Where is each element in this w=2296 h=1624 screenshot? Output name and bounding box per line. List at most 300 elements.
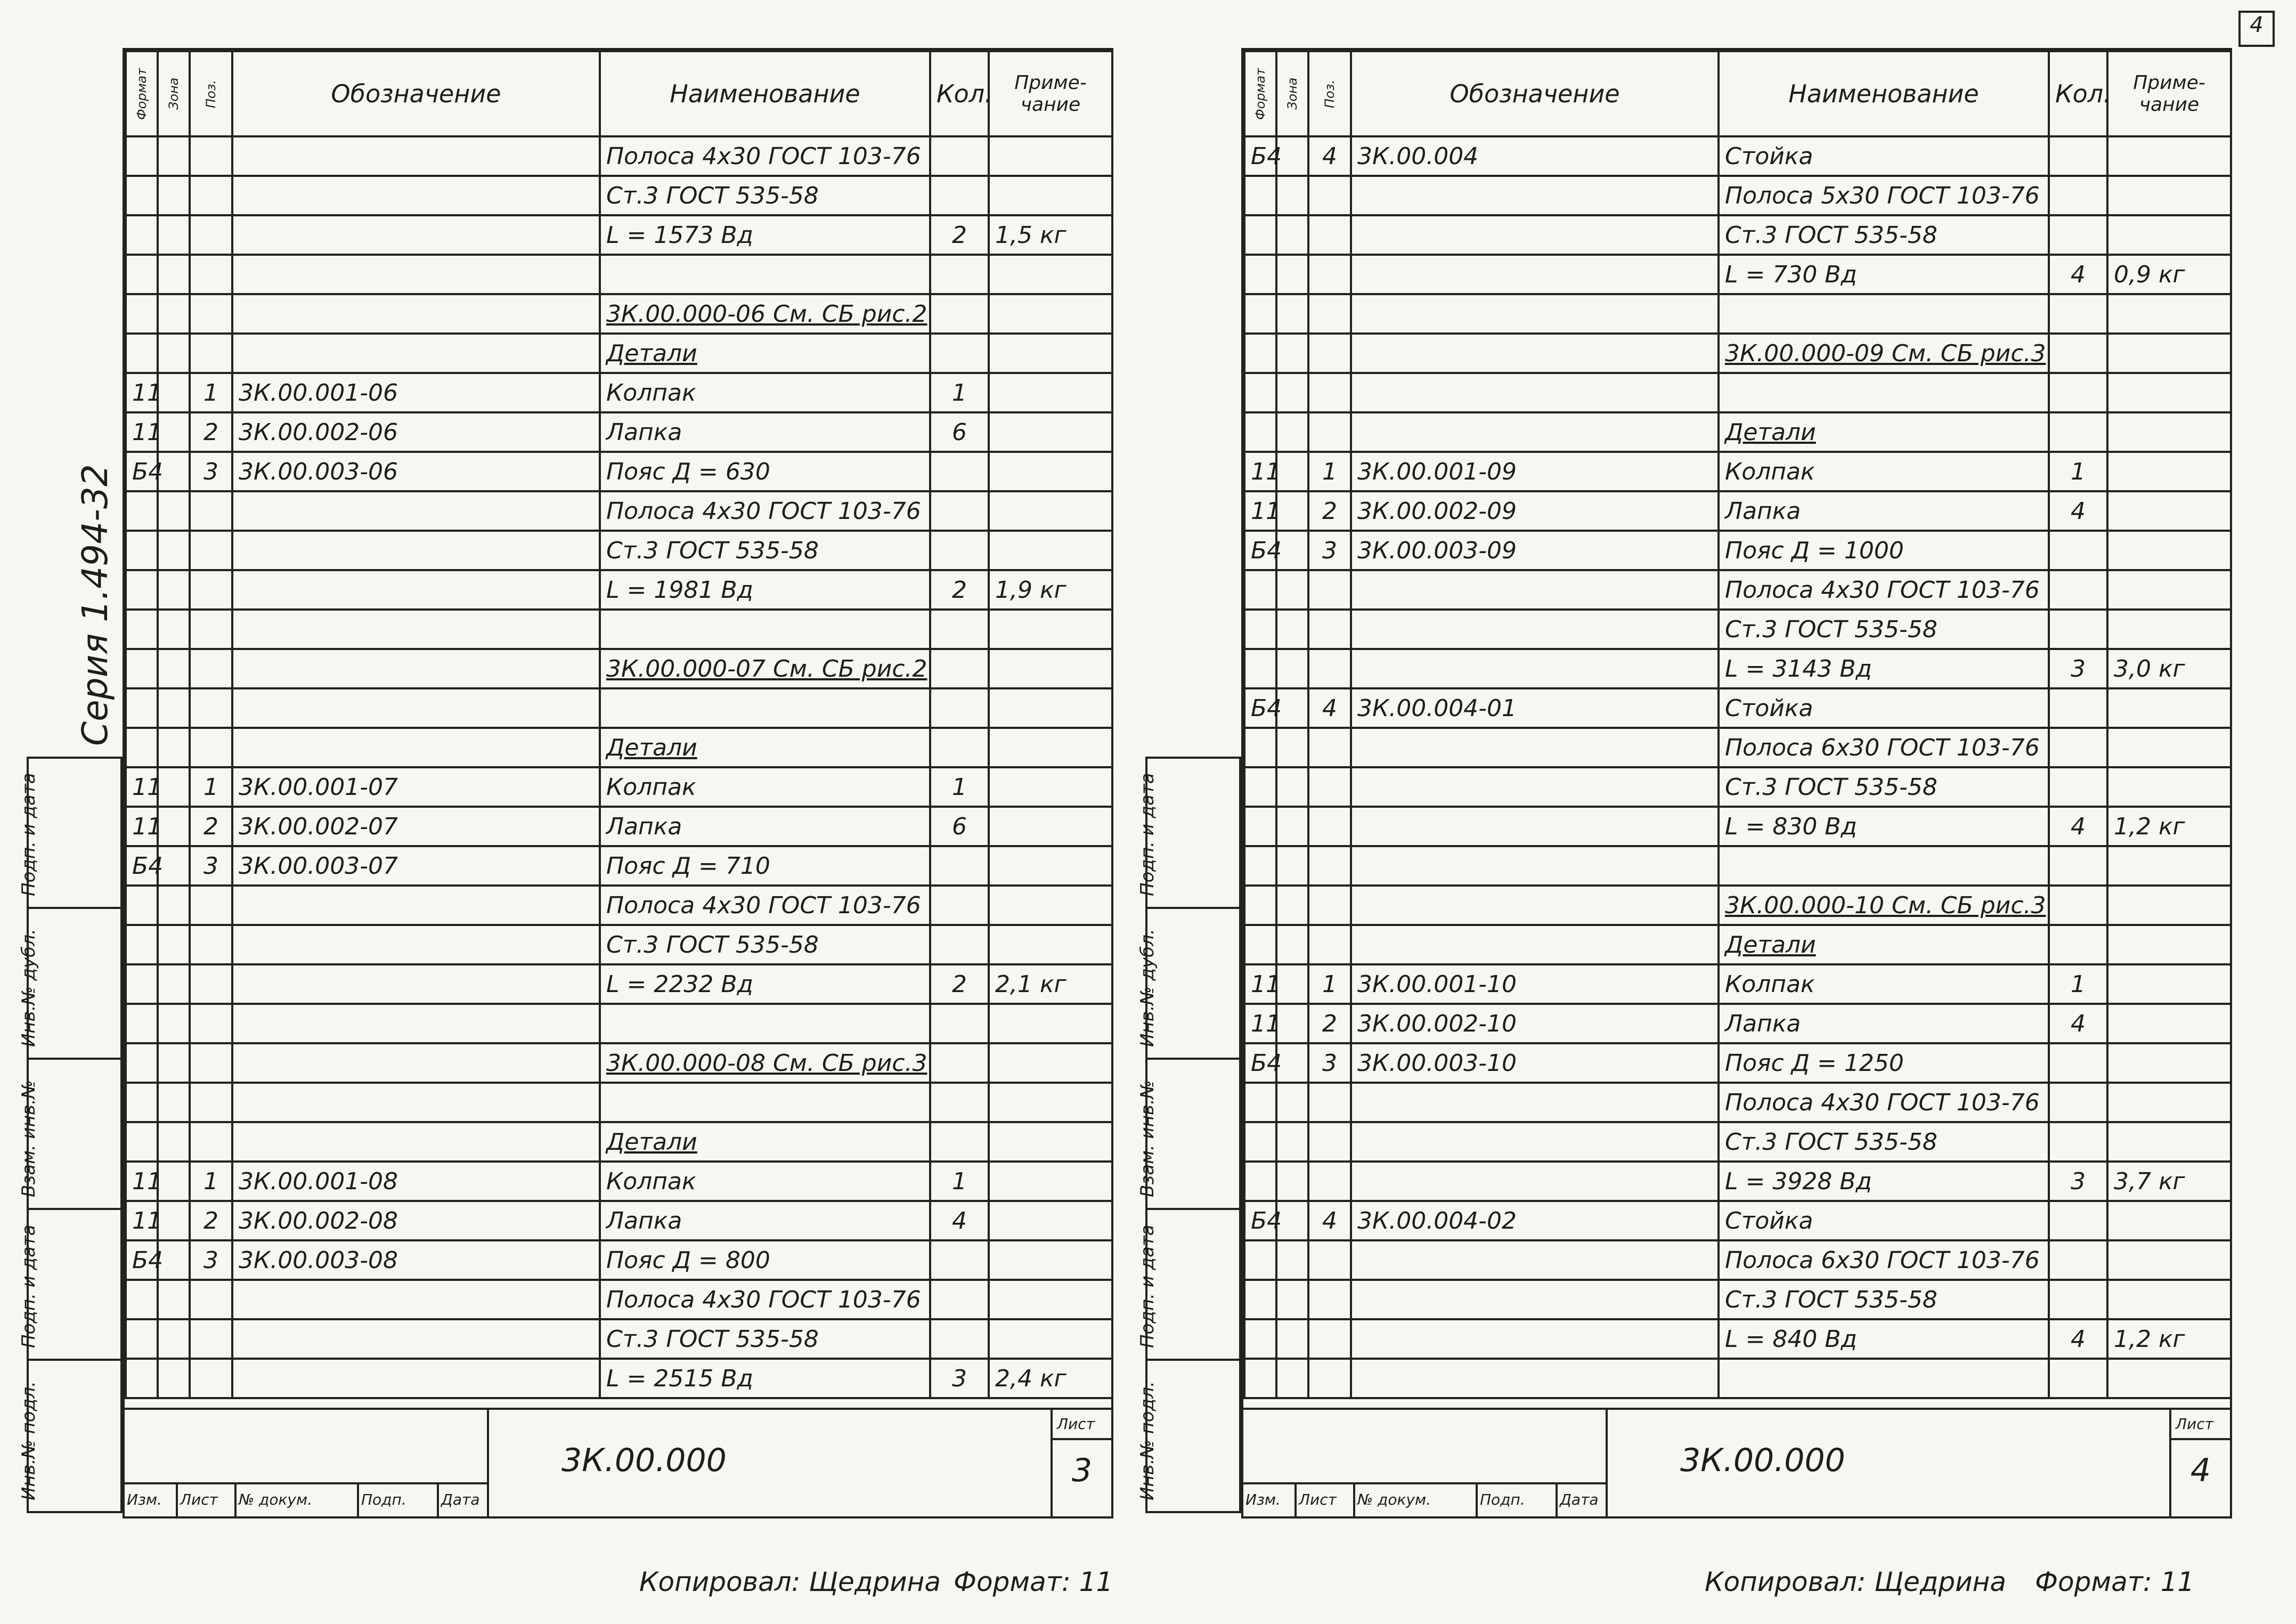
designation-cell bbox=[1351, 846, 1719, 886]
format-cell bbox=[1244, 294, 1276, 334]
name-cell: L = 1573 Вд bbox=[600, 215, 930, 255]
zone-cell bbox=[158, 1201, 190, 1240]
zone-cell bbox=[158, 1004, 190, 1043]
table-row bbox=[126, 334, 1112, 373]
table-row bbox=[1244, 1083, 2231, 1122]
name-cell: Ст.3 ГОСТ 535-58 bbox=[600, 1319, 930, 1359]
qty-cell bbox=[2049, 1201, 2107, 1240]
qty-cell bbox=[930, 728, 989, 767]
table-row bbox=[126, 688, 1112, 728]
zone-cell bbox=[158, 491, 190, 531]
note-cell bbox=[2107, 373, 2231, 412]
qty-cell bbox=[2049, 1043, 2107, 1083]
header-designation: Обозначение bbox=[232, 51, 600, 136]
qty-cell: 4 bbox=[2049, 1319, 2107, 1359]
table-row bbox=[126, 412, 1112, 452]
designation-cell bbox=[1351, 610, 1719, 649]
name-cell: Лапка bbox=[600, 412, 930, 452]
pos-cell: 2 bbox=[190, 1201, 232, 1240]
qty-cell: 3 bbox=[930, 1359, 989, 1398]
name-cell: Колпак bbox=[600, 767, 930, 807]
format-cell bbox=[126, 136, 158, 176]
note-cell bbox=[2107, 531, 2231, 570]
qty-cell: 2 bbox=[930, 570, 989, 610]
format-cell bbox=[126, 1004, 158, 1043]
name-cell: Колпак bbox=[1719, 452, 2049, 491]
format-cell bbox=[1244, 728, 1276, 767]
name-cell: Колпак bbox=[600, 373, 930, 412]
designation-cell bbox=[1351, 1359, 1719, 1398]
zone-cell bbox=[1276, 1162, 1308, 1201]
zone-cell bbox=[1276, 728, 1308, 767]
designation-cell bbox=[232, 728, 600, 767]
name-cell bbox=[1719, 373, 2049, 412]
zone-cell bbox=[158, 136, 190, 176]
zone-cell bbox=[158, 925, 190, 964]
note-cell bbox=[989, 255, 1112, 294]
paper-format: Формат: 11 bbox=[2035, 1566, 2195, 1597]
note-cell: 1,9 кг bbox=[989, 570, 1112, 610]
table-row bbox=[126, 531, 1112, 570]
pos-cell: 1 bbox=[190, 1162, 232, 1201]
note-cell: 2,1 кг bbox=[989, 964, 1112, 1004]
designation-cell: 3К.00.002-07 bbox=[232, 807, 600, 846]
header-designation: Обозначение bbox=[1351, 51, 1719, 136]
note-cell bbox=[989, 1122, 1112, 1162]
pos-cell: 1 bbox=[190, 767, 232, 807]
name-cell: Детали bbox=[600, 334, 930, 373]
note-cell bbox=[2107, 1201, 2231, 1240]
qty-cell bbox=[2049, 886, 2107, 925]
name-cell: L = 3143 Вд bbox=[1719, 649, 2049, 688]
designation-cell bbox=[232, 294, 600, 334]
table-row bbox=[1244, 1359, 2231, 1398]
name-cell: Стойка bbox=[1719, 1201, 2049, 1240]
note-cell bbox=[989, 649, 1112, 688]
format-cell bbox=[1244, 412, 1276, 452]
qty-cell: 6 bbox=[930, 412, 989, 452]
name-cell: Стойка bbox=[1719, 136, 2049, 176]
pos-cell bbox=[1308, 334, 1351, 373]
format-cell bbox=[126, 925, 158, 964]
pos-cell bbox=[1308, 728, 1351, 767]
format-cell: Б4 bbox=[1244, 136, 1276, 176]
name-cell bbox=[600, 610, 930, 649]
pos-cell bbox=[1308, 1162, 1351, 1201]
pos-cell bbox=[190, 255, 232, 294]
designation-cell bbox=[1351, 1083, 1719, 1122]
zone-cell bbox=[1276, 412, 1308, 452]
qty-cell bbox=[930, 491, 989, 531]
name-cell: Ст.3 ГОСТ 535-58 bbox=[1719, 215, 2049, 255]
format-cell bbox=[126, 1359, 158, 1398]
table-row bbox=[1244, 373, 2231, 412]
note-cell bbox=[989, 491, 1112, 531]
table-row bbox=[126, 136, 1112, 176]
tb-label: № докум. bbox=[1355, 1484, 1478, 1516]
pos-cell bbox=[1308, 649, 1351, 688]
name-cell: Полоса 6х30 ГОСТ 103-76 bbox=[1719, 728, 2049, 767]
tb-label: Подп. bbox=[359, 1484, 439, 1516]
zone-cell bbox=[1276, 1240, 1308, 1280]
qty-cell: 3 bbox=[2049, 1162, 2107, 1201]
table-row bbox=[1244, 728, 2231, 767]
tb-label: Дата bbox=[441, 1491, 480, 1508]
note-cell bbox=[989, 373, 1112, 412]
name-cell: 3К.00.000-07 См. СБ рис.2 bbox=[600, 649, 930, 688]
designation-cell: 3К.00.003-10 bbox=[1351, 1043, 1719, 1083]
pos-cell bbox=[190, 1043, 232, 1083]
qty-cell: 2 bbox=[930, 964, 989, 1004]
zone-cell bbox=[1276, 964, 1308, 1004]
zone-cell bbox=[158, 767, 190, 807]
format-cell bbox=[126, 1043, 158, 1083]
format-cell bbox=[126, 688, 158, 728]
pos-cell bbox=[1308, 767, 1351, 807]
name-cell: Ст.3 ГОСТ 535-58 bbox=[1719, 1122, 2049, 1162]
pos-cell bbox=[1308, 1240, 1351, 1280]
note-cell bbox=[989, 807, 1112, 846]
designation-cell: 3К.00.004 bbox=[1351, 136, 1719, 176]
format-cell: 11 bbox=[1244, 964, 1276, 1004]
zone-cell bbox=[158, 1083, 190, 1122]
note-cell bbox=[989, 136, 1112, 176]
header-format: Формат bbox=[1244, 51, 1276, 136]
note-cell bbox=[989, 1240, 1112, 1280]
designation-cell bbox=[232, 886, 600, 925]
qty-cell: 1 bbox=[2049, 964, 2107, 1004]
zone-cell bbox=[158, 1122, 190, 1162]
designation-cell bbox=[232, 491, 600, 531]
name-cell bbox=[1719, 1359, 2049, 1398]
designation-cell: 3К.00.002-06 bbox=[232, 412, 600, 452]
designation-cell bbox=[232, 649, 600, 688]
qty-cell bbox=[930, 176, 989, 215]
name-cell: Пояс Д = 1250 bbox=[1719, 1043, 2049, 1083]
name-cell: Лапка bbox=[1719, 1004, 2049, 1043]
name-cell: Полоса 4х30 ГОСТ 103-76 bbox=[600, 886, 930, 925]
name-cell: Колпак bbox=[1719, 964, 2049, 1004]
name-cell: Детали bbox=[1719, 412, 2049, 452]
table-row bbox=[126, 1162, 1112, 1201]
pos-cell bbox=[1308, 807, 1351, 846]
qty-cell bbox=[2049, 846, 2107, 886]
table-row bbox=[1244, 570, 2231, 610]
table-row bbox=[1244, 452, 2231, 491]
pos-cell bbox=[190, 1004, 232, 1043]
table-row bbox=[1244, 334, 2231, 373]
pos-cell: 3 bbox=[1308, 531, 1351, 570]
name-cell: Детали bbox=[1719, 925, 2049, 964]
pos-cell: 4 bbox=[1308, 136, 1351, 176]
designation-cell bbox=[1351, 412, 1719, 452]
table-row bbox=[1244, 255, 2231, 294]
qty-cell bbox=[2049, 1359, 2107, 1398]
designation-cell bbox=[1351, 176, 1719, 215]
table-row bbox=[1244, 176, 2231, 215]
qty-cell bbox=[2049, 688, 2107, 728]
table-row bbox=[1244, 1122, 2231, 1162]
format-cell bbox=[1244, 373, 1276, 412]
pos-cell bbox=[190, 964, 232, 1004]
note-cell bbox=[2107, 412, 2231, 452]
designation-cell bbox=[232, 255, 600, 294]
format-cell bbox=[126, 1122, 158, 1162]
zone-cell bbox=[1276, 1280, 1308, 1319]
designation-cell bbox=[232, 1359, 600, 1398]
pos-cell: 3 bbox=[1308, 1043, 1351, 1083]
note-cell bbox=[2107, 767, 2231, 807]
name-cell: Ст.3 ГОСТ 535-58 bbox=[600, 176, 930, 215]
note-cell bbox=[989, 688, 1112, 728]
title-block bbox=[125, 1408, 1111, 1516]
zone-cell bbox=[158, 255, 190, 294]
qty-cell bbox=[930, 925, 989, 964]
pos-cell bbox=[1308, 886, 1351, 925]
format-cell: Б4 bbox=[126, 1240, 158, 1280]
pos-cell bbox=[1308, 1359, 1351, 1398]
note-cell bbox=[989, 452, 1112, 491]
designation-cell: 3К.00.001-10 bbox=[1351, 964, 1719, 1004]
note-cell bbox=[2107, 294, 2231, 334]
zone-cell bbox=[1276, 1319, 1308, 1359]
zone-cell bbox=[1276, 294, 1308, 334]
qty-cell bbox=[2049, 531, 2107, 570]
name-cell: 3К.00.000-09 См. СБ рис.3 bbox=[1719, 334, 2049, 373]
table-row bbox=[1244, 531, 2231, 570]
header-format: Формат bbox=[126, 51, 158, 136]
pos-cell bbox=[1308, 1083, 1351, 1122]
table-row bbox=[126, 925, 1112, 964]
spec-table bbox=[1243, 50, 2232, 1399]
qty-cell bbox=[2049, 334, 2107, 373]
note-cell bbox=[2107, 1280, 2231, 1319]
title-block bbox=[1243, 1408, 2230, 1516]
header-zone: Зона bbox=[1276, 51, 1308, 136]
designation-cell bbox=[1351, 294, 1719, 334]
table-row bbox=[126, 728, 1112, 767]
format-cell bbox=[126, 334, 158, 373]
zone-cell bbox=[158, 531, 190, 570]
qty-cell bbox=[930, 294, 989, 334]
pos-cell bbox=[1308, 215, 1351, 255]
note-cell bbox=[989, 294, 1112, 334]
note-cell bbox=[2107, 176, 2231, 215]
name-cell: Ст.3 ГОСТ 535-58 bbox=[1719, 610, 2049, 649]
note-cell bbox=[2107, 846, 2231, 886]
note-cell bbox=[989, 728, 1112, 767]
tb-label: Изм. bbox=[1243, 1484, 1297, 1516]
pos-cell bbox=[1308, 1280, 1351, 1319]
note-cell: 3,0 кг bbox=[2107, 649, 2231, 688]
name-cell: Пояс Д = 630 bbox=[600, 452, 930, 491]
designation-cell bbox=[232, 570, 600, 610]
pos-cell bbox=[190, 728, 232, 767]
pos-cell bbox=[1308, 255, 1351, 294]
format-cell bbox=[1244, 649, 1276, 688]
table-row bbox=[1244, 1240, 2231, 1280]
pos-cell: 3 bbox=[190, 1240, 232, 1280]
table-row bbox=[126, 1240, 1112, 1280]
table-row bbox=[126, 215, 1112, 255]
side-stamp-item: Инв.№ дубл. bbox=[1137, 928, 1158, 1047]
designation-cell bbox=[1351, 1240, 1719, 1280]
designation-cell: 3К.00.001-09 bbox=[1351, 452, 1719, 491]
format-cell bbox=[126, 255, 158, 294]
pos-cell bbox=[190, 1319, 232, 1359]
header-name: Наименование bbox=[600, 51, 930, 136]
zone-cell bbox=[158, 1043, 190, 1083]
pos-cell bbox=[190, 176, 232, 215]
header-note: Приме-чание bbox=[989, 51, 1112, 136]
name-cell bbox=[600, 255, 930, 294]
format-cell bbox=[1244, 255, 1276, 294]
designation-cell bbox=[232, 1004, 600, 1043]
pos-cell bbox=[1308, 1122, 1351, 1162]
name-cell: Пояс Д = 800 bbox=[600, 1240, 930, 1280]
table-row bbox=[126, 767, 1112, 807]
note-cell bbox=[989, 176, 1112, 215]
format-cell bbox=[126, 1083, 158, 1122]
qty-cell: 1 bbox=[930, 767, 989, 807]
table-row bbox=[126, 846, 1112, 886]
format-cell bbox=[126, 570, 158, 610]
table-row bbox=[1244, 136, 2231, 176]
note-cell bbox=[989, 1004, 1112, 1043]
table-row bbox=[126, 176, 1112, 215]
name-cell: L = 2515 Вд bbox=[600, 1359, 930, 1398]
table-body bbox=[126, 136, 1112, 1398]
qty-cell bbox=[930, 1319, 989, 1359]
note-cell bbox=[2107, 1359, 2231, 1398]
side-stamp-item: Подп. и дата bbox=[18, 773, 39, 897]
table-row bbox=[1244, 412, 2231, 452]
qty-cell bbox=[2049, 1280, 2107, 1319]
name-cell: Ст.3 ГОСТ 535-58 bbox=[600, 531, 930, 570]
designation-cell: 3К.00.002-08 bbox=[232, 1201, 600, 1240]
qty-cell bbox=[2049, 610, 2107, 649]
note-cell: 0,9 кг bbox=[2107, 255, 2231, 294]
table-row bbox=[126, 452, 1112, 491]
designation-cell: 3К.00.001-08 bbox=[232, 1162, 600, 1201]
qty-cell: 2 bbox=[930, 215, 989, 255]
note-cell bbox=[2107, 925, 2231, 964]
table-row bbox=[1244, 1004, 2231, 1043]
note-cell: 1,2 кг bbox=[2107, 1319, 2231, 1359]
qty-cell bbox=[930, 452, 989, 491]
designation-cell bbox=[232, 1043, 600, 1083]
pos-cell bbox=[190, 1083, 232, 1122]
format-cell bbox=[1244, 610, 1276, 649]
note-cell bbox=[2107, 1083, 2231, 1122]
zone-cell bbox=[158, 570, 190, 610]
format-cell bbox=[1244, 1280, 1276, 1319]
pos-cell: 2 bbox=[1308, 491, 1351, 531]
designation-cell bbox=[1351, 728, 1719, 767]
zone-cell bbox=[1276, 570, 1308, 610]
zone-cell bbox=[158, 1280, 190, 1319]
designation-cell: 3К.00.001-06 bbox=[232, 373, 600, 412]
qty-cell bbox=[930, 688, 989, 728]
pos-cell: 2 bbox=[190, 807, 232, 846]
header-qty: Кол. bbox=[930, 51, 989, 136]
designation-cell: 3К.00.002-09 bbox=[1351, 491, 1719, 531]
name-cell: L = 730 Вд bbox=[1719, 255, 2049, 294]
side-stamp-item: Инв.№ подл. bbox=[18, 1381, 39, 1500]
table-row bbox=[126, 1043, 1112, 1083]
qty-cell: 4 bbox=[930, 1201, 989, 1240]
pos-cell bbox=[1308, 570, 1351, 610]
table-row bbox=[126, 373, 1112, 412]
note-cell bbox=[989, 767, 1112, 807]
format-cell bbox=[1244, 886, 1276, 925]
qty-cell: 4 bbox=[2049, 1004, 2107, 1043]
designation-cell: 3К.00.003-08 bbox=[232, 1240, 600, 1280]
pos-cell bbox=[190, 886, 232, 925]
header-note: Приме-чание bbox=[2107, 51, 2231, 136]
qty-cell bbox=[2049, 728, 2107, 767]
tb-label: Изм. bbox=[125, 1484, 178, 1516]
pos-cell: 2 bbox=[190, 412, 232, 452]
note-cell bbox=[2107, 886, 2231, 925]
qty-cell: 4 bbox=[2049, 255, 2107, 294]
qty-cell bbox=[930, 531, 989, 570]
format-cell bbox=[126, 491, 158, 531]
format-cell: Б4 bbox=[1244, 1201, 1276, 1240]
name-cell: L = 830 Вд bbox=[1719, 807, 2049, 846]
qty-cell bbox=[930, 334, 989, 373]
sheet-number: 4 bbox=[2190, 1452, 2211, 1489]
zone-cell bbox=[1276, 176, 1308, 215]
format-cell bbox=[126, 294, 158, 334]
format-cell: 11 bbox=[126, 412, 158, 452]
table-row bbox=[1244, 1280, 2231, 1319]
designation-cell bbox=[1351, 255, 1719, 294]
qty-cell bbox=[930, 886, 989, 925]
designation-cell: 3К.00.003-06 bbox=[232, 452, 600, 491]
qty-cell bbox=[930, 610, 989, 649]
zone-cell bbox=[1276, 373, 1308, 412]
pos-cell: 4 bbox=[1308, 688, 1351, 728]
table-row bbox=[126, 570, 1112, 610]
revision-grid bbox=[1243, 1410, 1608, 1516]
zone-cell bbox=[158, 688, 190, 728]
sheet-number: 3 bbox=[1071, 1452, 1093, 1489]
tb-label: Лист bbox=[1297, 1484, 1355, 1516]
note-cell bbox=[2107, 964, 2231, 1004]
designation-cell bbox=[232, 1280, 600, 1319]
qty-cell bbox=[2049, 176, 2107, 215]
zone-cell bbox=[1276, 334, 1308, 373]
zone-cell bbox=[158, 964, 190, 1004]
name-cell: L = 1981 Вд bbox=[600, 570, 930, 610]
format-cell bbox=[126, 964, 158, 1004]
document-code: 3К.00.000 bbox=[561, 1442, 727, 1479]
pos-cell bbox=[1308, 176, 1351, 215]
name-cell: L = 2232 Вд bbox=[600, 964, 930, 1004]
note-cell bbox=[989, 1201, 1112, 1240]
format-cell: 11 bbox=[126, 1201, 158, 1240]
zone-cell bbox=[158, 610, 190, 649]
side-stamp-item: Инв.№ дубл. bbox=[18, 928, 39, 1047]
pos-cell: 1 bbox=[1308, 964, 1351, 1004]
pos-cell bbox=[190, 1359, 232, 1398]
format-cell bbox=[126, 728, 158, 767]
pos-cell bbox=[190, 570, 232, 610]
qty-cell bbox=[930, 1004, 989, 1043]
table-row bbox=[1244, 886, 2231, 925]
table-row bbox=[126, 491, 1112, 531]
